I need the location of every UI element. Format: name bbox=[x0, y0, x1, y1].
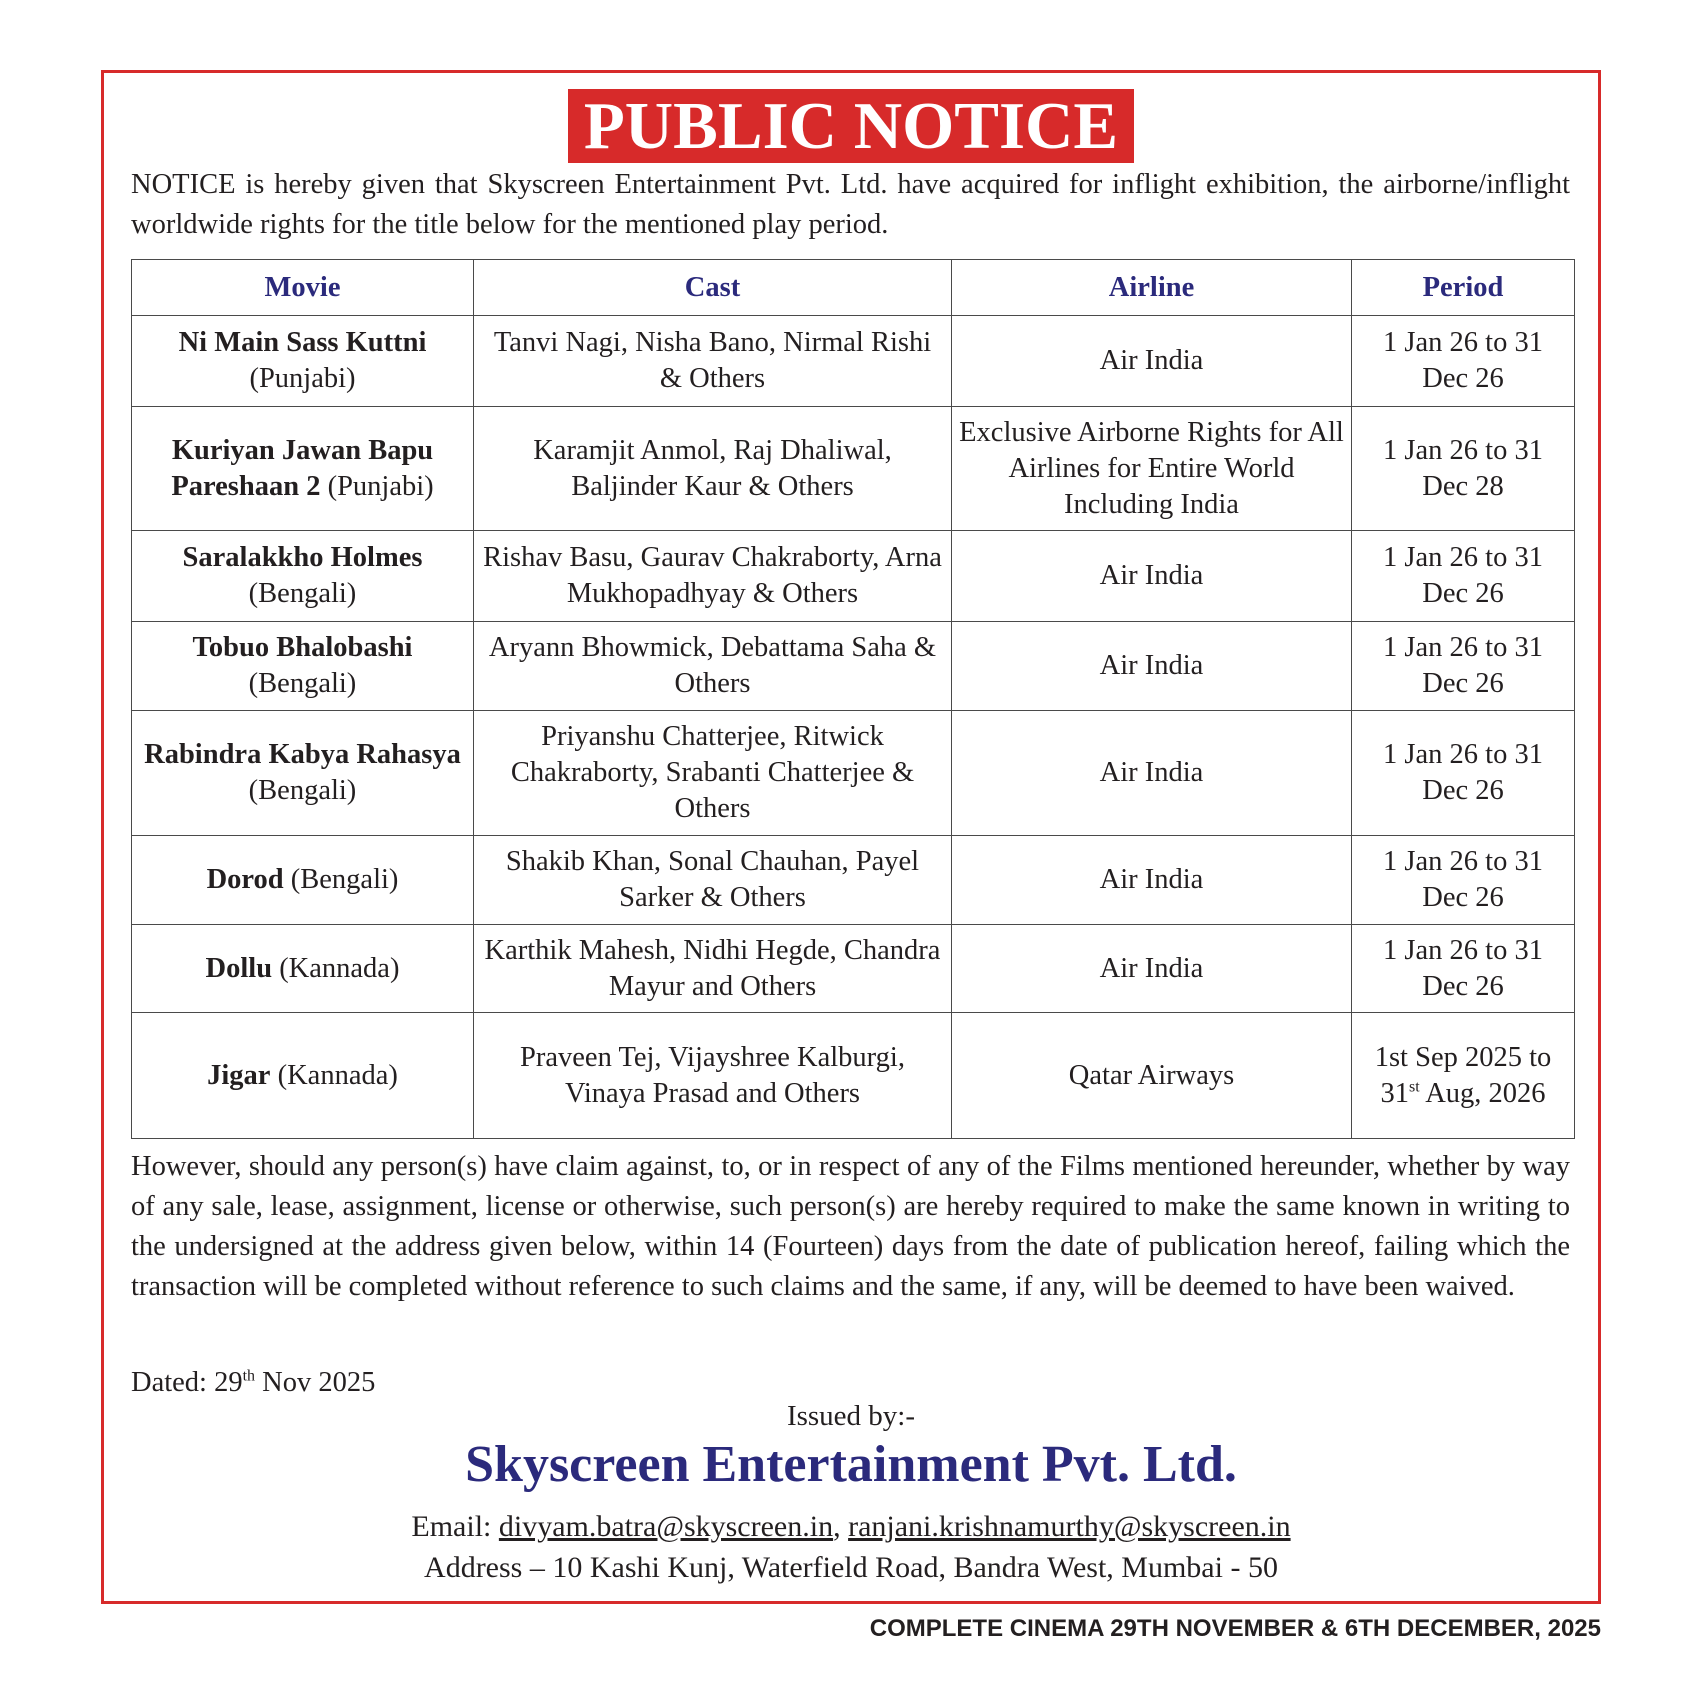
notice-banner: PUBLIC NOTICE bbox=[568, 89, 1134, 163]
dated-prefix: Dated: 29 bbox=[131, 1367, 243, 1398]
movie-language: (Bengali) bbox=[248, 775, 357, 806]
period-cell: 1 Jan 26 to 31 Dec 26 bbox=[1352, 531, 1575, 622]
dated-suffix: Nov 2025 bbox=[255, 1367, 376, 1398]
movie-language: (Kannada) bbox=[277, 1059, 398, 1091]
public-notice bbox=[101, 70, 1601, 1604]
claims-paragraph: However, should any person(s) have claim against, to, or in respect of any of the Films mentioned hereunder, whether by way of any sale, lease, assignment, license or otherwise, such person(s) are hereby required to make the same known in writing to the undersigned at the address given below, within 14 (Fourteen) days from the date of publication hereof, failing which the transaction will be completed without reference to such claims and the same, if any, will be deemed to have been waived. bbox=[131, 1151, 1570, 1302]
period-end-rest: Aug, 2026 bbox=[1419, 1077, 1546, 1109]
issued-by: Issued by:- bbox=[786, 1400, 916, 1432]
address-line: Address – 10 Kashi Kunj, Waterfield Road, Bandra West, Mumbai - 50 bbox=[424, 1551, 1278, 1584]
cast-cell: Rishav Basu, Gaurav Chakraborty, Arna Mukhopadhyay & Others bbox=[474, 531, 952, 622]
table-row bbox=[132, 316, 1575, 407]
movie-cell bbox=[132, 1013, 474, 1139]
period-cell: 1 Jan 26 to 31 Dec 26 bbox=[1352, 925, 1575, 1013]
period-cell: 1 Jan 26 to 31 Dec 26 bbox=[1352, 316, 1575, 407]
movie-cell bbox=[132, 836, 474, 925]
airline-cell: Air India bbox=[952, 531, 1352, 622]
period-cell: 1 Jan 26 to 31 Dec 28 bbox=[1352, 407, 1575, 531]
movie-title: Tobuo Bhalobashi bbox=[192, 632, 413, 663]
movie-language: (Bengali) bbox=[248, 578, 357, 609]
intro-paragraph: NOTICE is hereby given that Skyscreen Entertainment Pvt. Ltd. have acquired for inflight exhibition, the airborne/inflight worldwide rights for the title below for the mentioned play period. bbox=[131, 169, 1570, 240]
email-label: Email: bbox=[411, 1510, 499, 1543]
movie-cell bbox=[132, 711, 474, 836]
period-line-2 bbox=[1380, 1078, 1545, 1109]
movie-title: Ni Main Sass Kuttni bbox=[178, 327, 427, 358]
cast-cell: Karthik Mahesh, Nidhi Hegde, Chandra Mayur and Others bbox=[474, 925, 952, 1013]
movie-title: Jigar bbox=[207, 1059, 271, 1091]
cast-cell: Aryann Bhowmick, Debattama Saha & Others bbox=[474, 622, 952, 711]
header-cast: Cast bbox=[474, 260, 952, 316]
period-cell: 1 Jan 26 to 31 Dec 26 bbox=[1352, 836, 1575, 925]
publication-footer: COMPLETE CINEMA 29TH NOVEMBER & 6TH DECEMBER, 2025 bbox=[869, 1615, 1601, 1642]
header-period: Period bbox=[1352, 260, 1575, 316]
header-movie: Movie bbox=[132, 260, 474, 316]
table-row bbox=[132, 531, 1575, 622]
table-row bbox=[132, 925, 1575, 1013]
table-row bbox=[132, 711, 1575, 836]
ordinal-suffix: st bbox=[1408, 1078, 1420, 1095]
movie-language: (Kannada) bbox=[279, 952, 400, 984]
movie-cell bbox=[132, 316, 474, 407]
email-line bbox=[104, 1507, 1598, 1547]
period-cell bbox=[1352, 1013, 1575, 1139]
movie-title: Dollu bbox=[205, 952, 273, 984]
header-airline: Airline bbox=[952, 260, 1352, 316]
movie-language: (Punjabi) bbox=[249, 363, 356, 394]
airline-cell: Air India bbox=[952, 316, 1352, 407]
movie-language: (Bengali) bbox=[290, 864, 399, 895]
airline-cell: Air India bbox=[952, 836, 1352, 925]
table-header-row bbox=[132, 260, 1575, 316]
airline-cell: Exclusive Airborne Rights for All Airlines for Entire World Including India bbox=[952, 407, 1352, 531]
email-link-divyam[interactable]: divyam.batra@skyscreen.in bbox=[498, 1510, 834, 1543]
movie-title: Kuriyan Jawan Bapu Pareshaan 2 bbox=[171, 434, 434, 502]
email-separator: , bbox=[833, 1510, 849, 1543]
movie-title: Rabindra Kabya Rahasya bbox=[144, 739, 461, 770]
movie-cell bbox=[132, 531, 474, 622]
cast-cell: Shakib Khan, Sonal Chauhan, Payel Sarker & Others bbox=[474, 836, 952, 925]
movie-cell bbox=[132, 925, 474, 1013]
movie-cell bbox=[132, 622, 474, 711]
period-cell: 1 Jan 26 to 31 Dec 26 bbox=[1352, 711, 1575, 836]
period-cell: 1 Jan 26 to 31 Dec 26 bbox=[1352, 622, 1575, 711]
movie-language: (Punjabi) bbox=[327, 470, 434, 502]
airline-cell: Air India bbox=[952, 925, 1352, 1013]
airline-cell: Air India bbox=[952, 622, 1352, 711]
movie-language: (Bengali) bbox=[248, 668, 357, 699]
rights-table bbox=[131, 259, 1575, 1139]
cast-cell: Tanvi Nagi, Nisha Bano, Nirmal Rishi & Others bbox=[474, 316, 952, 407]
table-row bbox=[132, 407, 1575, 531]
cast-cell: Priyanshu Chatterjee, Ritwick Chakraborty, Srabanti Chatterjee & Others bbox=[474, 711, 952, 836]
email-link-ranjani[interactable]: ranjani.krishnamurthy@skyscreen.in bbox=[848, 1510, 1291, 1543]
movie-title: Saralakkho Holmes bbox=[182, 542, 423, 573]
company-name: Skyscreen Entertainment Pvt. Ltd. bbox=[465, 1436, 1237, 1493]
table-row bbox=[132, 1013, 1575, 1139]
period-line-1: 1st Sep 2025 to bbox=[1374, 1041, 1552, 1073]
movie-title: Dorod bbox=[206, 864, 284, 895]
banner-wrap bbox=[104, 89, 1598, 163]
period-end-day: 31 bbox=[1380, 1077, 1409, 1109]
airline-cell: Qatar Airways bbox=[952, 1013, 1352, 1139]
table-row bbox=[132, 836, 1575, 925]
table-row bbox=[132, 622, 1575, 711]
cast-cell: Karamjit Anmol, Raj Dhaliwal, Baljinder Kaur & Others bbox=[474, 407, 952, 531]
airline-cell: Air India bbox=[952, 711, 1352, 836]
cast-cell: Praveen Tej, Vijayshree Kalburgi, Vinaya Prasad and Others bbox=[474, 1013, 952, 1139]
dated-ordinal: th bbox=[242, 1367, 256, 1385]
movie-cell bbox=[132, 407, 474, 531]
